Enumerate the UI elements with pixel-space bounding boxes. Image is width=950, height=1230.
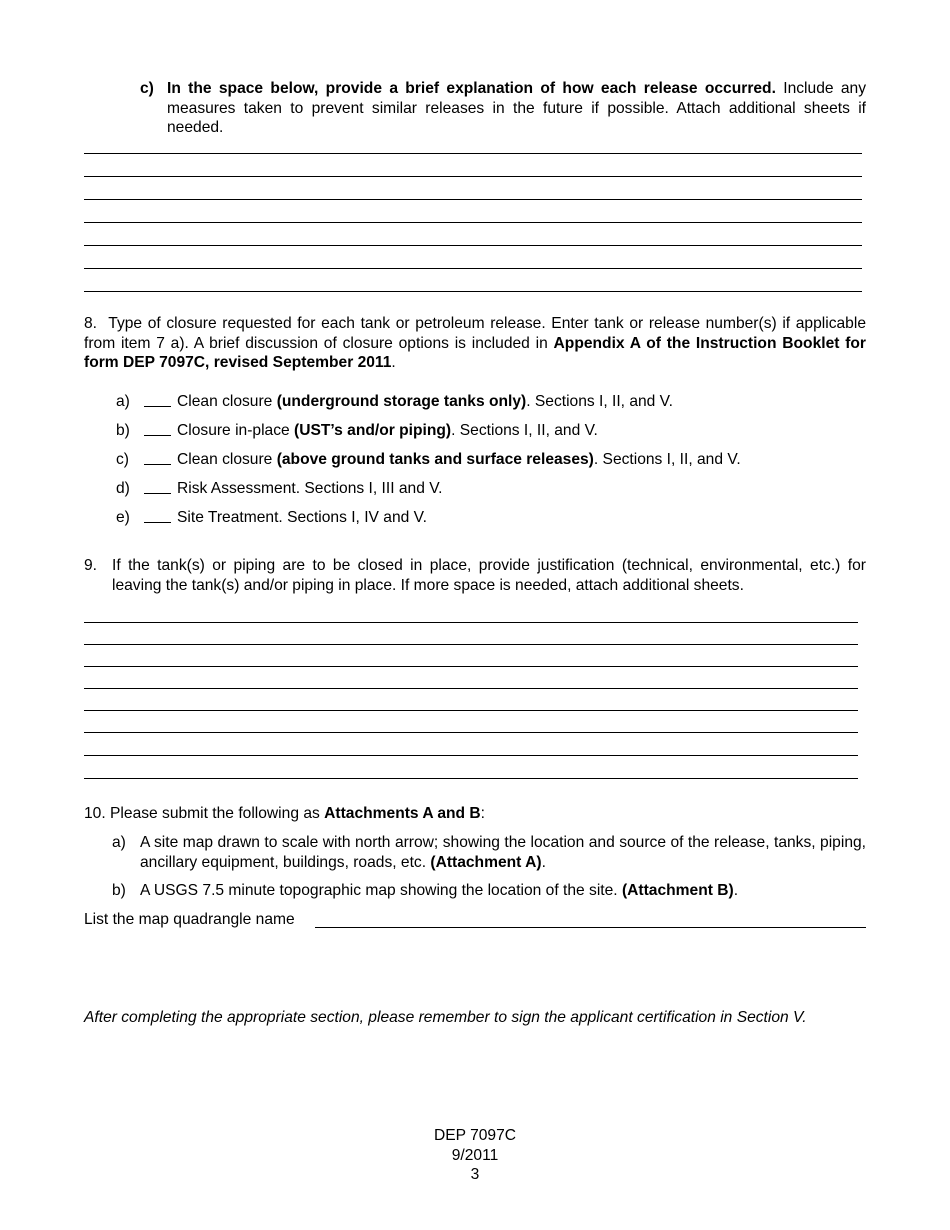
option-blank[interactable] bbox=[144, 421, 171, 436]
answer-line[interactable] bbox=[84, 666, 858, 667]
item7c-text bbox=[167, 79, 866, 138]
closure-option-d bbox=[116, 479, 443, 498]
closure-option-c bbox=[116, 450, 741, 469]
item10b-body: A USGS 7.5 minute topographic map showing the location of the site. bbox=[140, 882, 622, 899]
answer-line[interactable] bbox=[84, 176, 862, 177]
item10a-end: . bbox=[541, 853, 546, 871]
answer-line[interactable] bbox=[84, 222, 862, 223]
item8-end: . bbox=[391, 354, 396, 371]
answer-line[interactable] bbox=[84, 245, 862, 246]
option-post: . Sections I, II, and V. bbox=[526, 393, 673, 410]
option-label: a) bbox=[116, 393, 130, 410]
footer-page-number: 3 bbox=[470, 1166, 480, 1183]
item8-number: 8. bbox=[84, 315, 98, 332]
answer-line[interactable] bbox=[84, 755, 858, 756]
item8-bold: Appendix A of the Instruction Booklet for form DEP 7097C, revised September 2011 bbox=[84, 334, 867, 371]
item10b-bold: (Attachment B) bbox=[621, 882, 734, 899]
footer-form-number: DEP 7097C bbox=[433, 1127, 517, 1144]
option-post: . Sections I, II, and V. bbox=[593, 451, 741, 468]
answer-line[interactable] bbox=[84, 778, 858, 779]
option-label: c) bbox=[116, 451, 129, 468]
option-label: b) bbox=[116, 422, 130, 439]
quadrangle-name-field[interactable] bbox=[315, 927, 866, 928]
quadrangle-label: List the map quadrangle name bbox=[84, 911, 295, 928]
closure-option-b bbox=[116, 421, 598, 440]
answer-line[interactable] bbox=[84, 688, 858, 689]
item10a-label: a) bbox=[112, 834, 126, 851]
footer-date: 9/2011 bbox=[451, 1147, 499, 1164]
item10-bold: Attachments A and B bbox=[324, 805, 481, 822]
answer-line[interactable] bbox=[84, 622, 858, 623]
item8-body: Type of closure requested for each tank or petroleum release. Enter tank or release number(s) if applicable from item 7 a). A brief discussion of closure options is included in bbox=[84, 315, 866, 352]
item9-text: If the tank(s) or piping are to be closed in place, provide justification (technical, environmental, etc.) for leaving the tank(s) and/or piping in place. If more space is needed, attach additional sheets. bbox=[112, 557, 866, 594]
option-text: Closure in-place bbox=[177, 422, 295, 439]
option-blank[interactable] bbox=[144, 508, 171, 523]
closure-option-a bbox=[116, 392, 673, 411]
option-label: e) bbox=[116, 509, 130, 526]
item10b-label: b) bbox=[112, 882, 126, 899]
item10-end: : bbox=[480, 805, 486, 822]
option-text: Clean closure bbox=[177, 393, 277, 410]
closure-option-e bbox=[116, 508, 427, 527]
answer-line[interactable] bbox=[84, 153, 862, 154]
item10a-text bbox=[140, 833, 866, 872]
item10a-bold: (Attachment A) bbox=[430, 853, 542, 871]
item10-text: Please submit the following as bbox=[110, 805, 325, 822]
answer-line[interactable] bbox=[84, 291, 862, 292]
option-bold: (above ground tanks and surface releases) bbox=[276, 451, 594, 468]
option-post: . Sections I, II, and V. bbox=[451, 422, 598, 439]
option-blank[interactable] bbox=[144, 392, 171, 407]
item10b-end: . bbox=[733, 882, 739, 899]
item7c-label: c) bbox=[140, 80, 154, 97]
section-v-reminder: After completing the appropriate section, please remember to sign the applicant certification in Section V. bbox=[84, 1009, 807, 1026]
item7c-bold: In the space below, provide a brief explanation of how each release occurred. bbox=[167, 80, 776, 97]
item10-number: 10. bbox=[84, 805, 106, 822]
item8-text bbox=[84, 314, 866, 373]
answer-line[interactable] bbox=[84, 644, 858, 645]
answer-line[interactable] bbox=[84, 732, 858, 733]
option-text: Risk Assessment. Sections I, III and V. bbox=[177, 480, 443, 497]
option-text: Clean closure bbox=[177, 451, 277, 468]
answer-line[interactable] bbox=[84, 710, 858, 711]
item10-intro bbox=[84, 804, 485, 824]
option-text: Site Treatment. Sections I, IV and V. bbox=[177, 509, 427, 526]
item10b-text bbox=[140, 881, 738, 901]
option-blank[interactable] bbox=[144, 450, 171, 465]
item9-number: 9. bbox=[84, 557, 98, 574]
item7c bbox=[140, 79, 866, 138]
option-blank[interactable] bbox=[144, 479, 171, 494]
option-bold: (UST’s and/or piping) bbox=[294, 422, 452, 439]
answer-line[interactable] bbox=[84, 199, 862, 200]
option-bold: (underground storage tanks only) bbox=[276, 393, 527, 410]
item10a-body: A site map drawn to scale with north arrow; showing the location and source of the release, tanks, piping, ancillary equipment, buildings, roads, etc. bbox=[140, 834, 866, 871]
answer-line[interactable] bbox=[84, 268, 862, 269]
option-label: d) bbox=[116, 480, 130, 497]
item7c-body: Include any measures taken to prevent similar releases in the future if possible. Attach additional sheets if needed. bbox=[167, 80, 866, 136]
